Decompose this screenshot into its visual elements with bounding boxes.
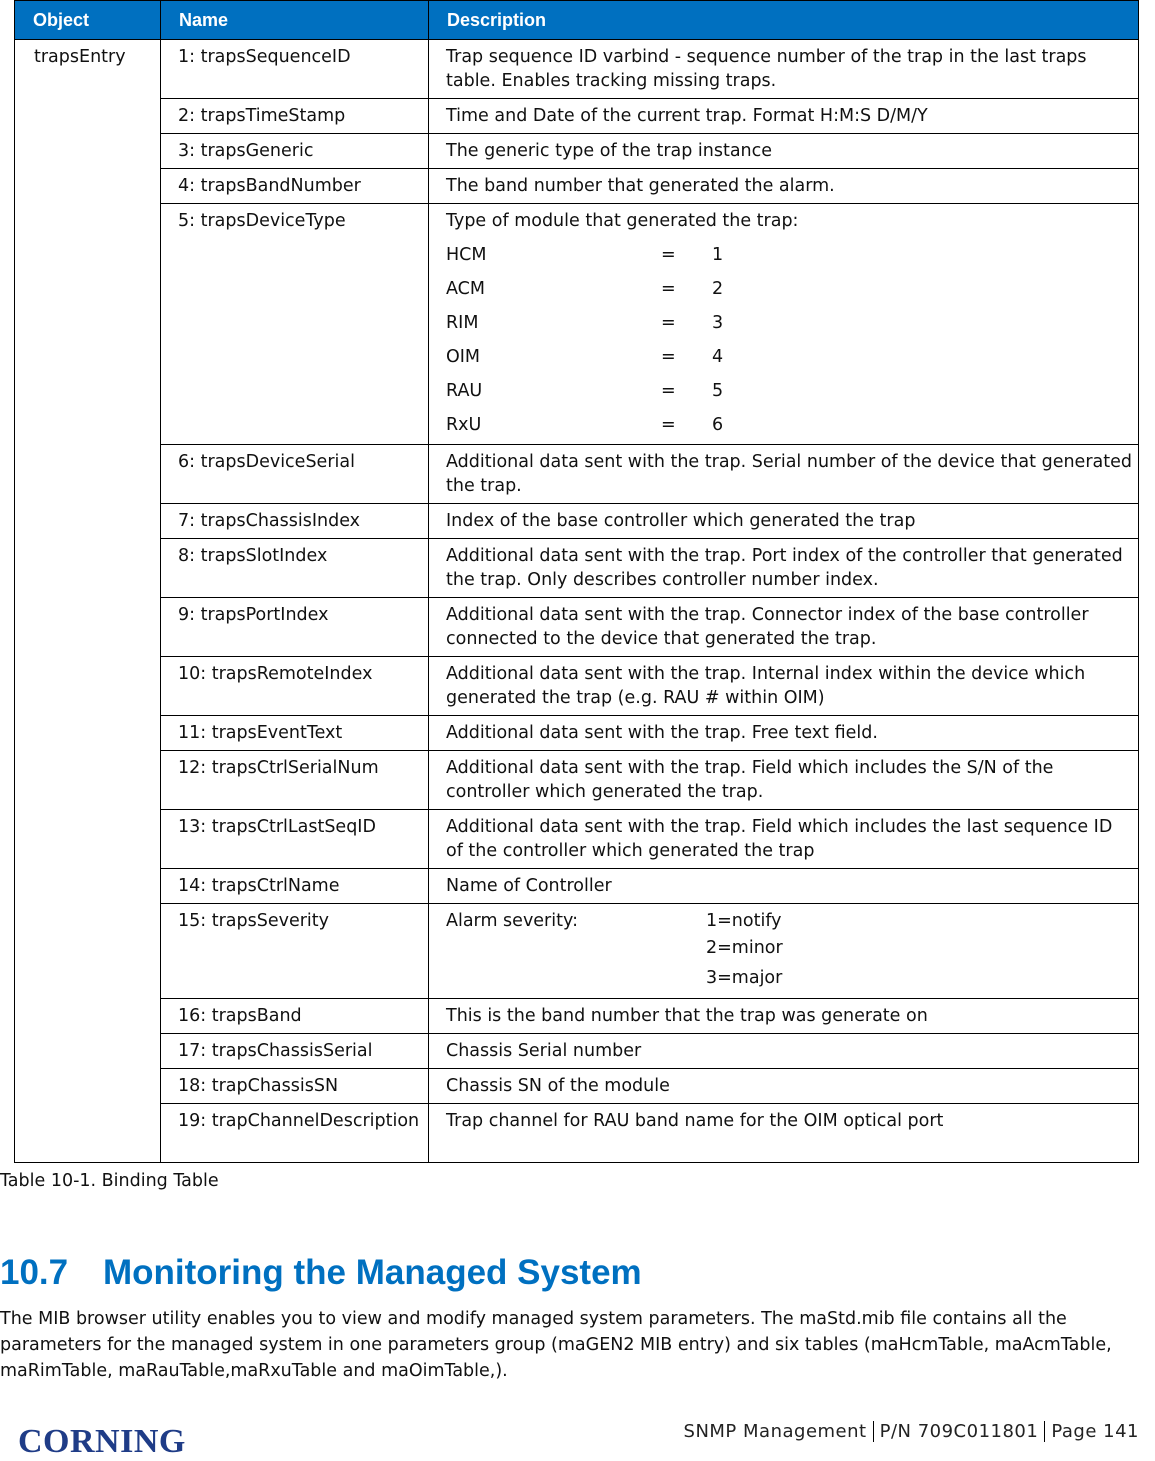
name-cell: 16: trapsBand [161, 999, 429, 1034]
table-row [15, 598, 1139, 657]
table-row [15, 904, 1139, 999]
severity-level: 2=minor [706, 938, 783, 958]
name-cell: 9: trapsPortIndex [161, 598, 429, 657]
section-number: 10.7 [0, 1253, 69, 1292]
description-cell: Index of the base controller which generated the trap [429, 504, 1139, 539]
table-row [15, 657, 1139, 716]
table-row [15, 539, 1139, 598]
table-caption: Table 10-1. Binding Table [0, 1171, 219, 1191]
table-row [15, 169, 1139, 204]
severity-levels [706, 909, 783, 993]
description-cell: This is the band number that the trap was generate on [429, 999, 1139, 1034]
name-cell: 5: trapsDeviceType [161, 204, 429, 445]
section-paragraph: The MIB browser utility enables you to view and modify managed system parameters. The maStd.mib file contains all the parameters for the managed system in one parameters group (maGEN2 MIB entry) and six tables (maHcmTable, maAcmTable, maRimTable, maRauTable,maRxuTable and maOimTable,). [0, 1309, 1112, 1381]
description-cell [429, 904, 1139, 999]
table-row [15, 1069, 1139, 1104]
description-cell: Trap sequence ID varbind - sequence number of the trap in the last traps table. Enables tracking missing traps. [429, 40, 1139, 99]
table-row [15, 99, 1139, 134]
corning-logo: CORNING [18, 1423, 186, 1460]
device-type-code: OIM [446, 347, 481, 367]
binding-table [14, 0, 1139, 1163]
device-type-line [446, 379, 1134, 403]
device-type-line [446, 413, 1134, 437]
name-cell: 6: trapsDeviceSerial [161, 445, 429, 504]
name-cell: 11: trapsEventText [161, 716, 429, 751]
footer-title: SNMP Management [683, 1421, 867, 1442]
equals-sign: = [661, 415, 676, 435]
name-cell: 14: trapsCtrlName [161, 869, 429, 904]
description-text: Type of module that generated the trap: [446, 211, 799, 231]
device-type-line [446, 345, 1134, 369]
equals-sign: = [661, 381, 676, 401]
section-title: Monitoring the Managed System [103, 1253, 642, 1292]
severity-level: 3=major [706, 968, 783, 988]
device-type-code: RxU [446, 415, 482, 435]
description-cell: Additional data sent with the trap. Serial number of the device that generated the trap. [429, 445, 1139, 504]
table-row [15, 504, 1139, 539]
description-cell: Time and Date of the current trap. Format H:M:S D/M/Y [429, 99, 1139, 134]
table-row [15, 134, 1139, 169]
table-row [15, 751, 1139, 810]
header-object: Object [15, 1, 161, 40]
device-type-code: RAU [446, 381, 483, 401]
name-cell: 3: trapsGeneric [161, 134, 429, 169]
description-cell: Trap channel for RAU band name for the OIM optical port [429, 1104, 1139, 1163]
equals-sign: = [661, 279, 676, 299]
header-description: Description [429, 1, 1139, 40]
table-row [15, 869, 1139, 904]
device-type-line [446, 277, 1134, 301]
description-cell: The generic type of the trap instance [429, 134, 1139, 169]
equals-sign: = [661, 245, 676, 265]
page-footer [678, 1421, 1145, 1442]
description-cell: Additional data sent with the trap. Field which includes the S/N of the controller which generated the trap. [429, 751, 1139, 810]
severity-level: 1=notify [706, 911, 782, 931]
severity-block [446, 909, 1134, 993]
device-type-code: ACM [446, 279, 485, 299]
description-cell: Additional data sent with the trap. Connector index of the base controller connected to the device that generated the trap. [429, 598, 1139, 657]
table-row [15, 810, 1139, 869]
object-cell: trapsEntry [15, 40, 161, 1163]
table-row [15, 40, 1139, 99]
description-cell: Additional data sent with the trap. Field which includes the last sequence ID of the controller which generated the trap [429, 810, 1139, 869]
device-type-code: RIM [446, 313, 479, 333]
description-cell: Additional data sent with the trap. Internal index within the device which generated the trap (e.g. RAU # within OIM) [429, 657, 1139, 716]
name-cell: 15: trapsSeverity [161, 904, 429, 999]
footer-part-number: P/N 709C011801 [873, 1421, 1045, 1442]
name-cell: 8: trapsSlotIndex [161, 539, 429, 598]
description-cell: Chassis Serial number [429, 1034, 1139, 1069]
table-row [15, 204, 1139, 445]
device-type-value: 1 [712, 245, 724, 265]
table-header-row [15, 1, 1139, 40]
header-name: Name [161, 1, 429, 40]
table-row [15, 1104, 1139, 1163]
description-cell: The band number that generated the alarm. [429, 169, 1139, 204]
name-cell: 12: trapsCtrlSerialNum [161, 751, 429, 810]
name-cell: 17: trapsChassisSerial [161, 1034, 429, 1069]
description-cell [429, 204, 1139, 445]
name-cell: 1: trapsSequenceID [161, 40, 429, 99]
device-type-value: 3 [712, 313, 724, 333]
table-row [15, 445, 1139, 504]
name-cell: 10: trapsRemoteIndex [161, 657, 429, 716]
device-type-value: 6 [712, 415, 724, 435]
name-cell: 18: trapChassisSN [161, 1069, 429, 1104]
footer-page-number: Page 141 [1044, 1421, 1145, 1442]
device-type-code: HCM [446, 245, 487, 265]
description-cell: Name of Controller [429, 869, 1139, 904]
description-cell: Additional data sent with the trap. Port index of the controller that generated the trap. Only describes controller number index. [429, 539, 1139, 598]
table-row [15, 716, 1139, 751]
equals-sign: = [661, 313, 676, 333]
device-type-value: 5 [712, 381, 724, 401]
device-type-line [446, 311, 1134, 335]
name-cell: 7: trapsChassisIndex [161, 504, 429, 539]
name-cell: 4: trapsBandNumber [161, 169, 429, 204]
name-cell: 2: trapsTimeStamp [161, 99, 429, 134]
description-text: Alarm severity: [446, 911, 578, 931]
device-type-value: 4 [712, 347, 724, 367]
description-cell: Chassis SN of the module [429, 1069, 1139, 1104]
table-row [15, 1034, 1139, 1069]
table-row [15, 999, 1139, 1034]
name-cell: 19: trapChannelDescription [161, 1104, 429, 1163]
section-heading [0, 1253, 642, 1293]
device-type-value: 2 [712, 279, 724, 299]
description-cell: Additional data sent with the trap. Free text field. [429, 716, 1139, 751]
name-cell: 13: trapsCtrlLastSeqID [161, 810, 429, 869]
device-type-line [446, 243, 1134, 267]
equals-sign: = [661, 347, 676, 367]
